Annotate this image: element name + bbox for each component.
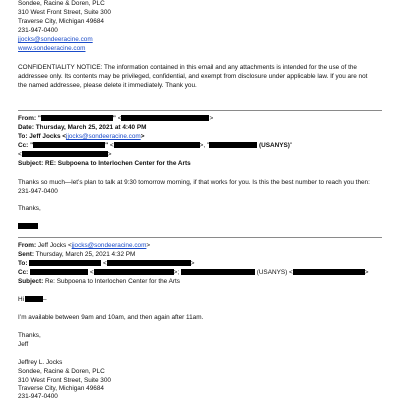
email2-to-label: To: — [18, 260, 28, 267]
sig2-name: Jeffrey L. Jocks — [18, 359, 63, 366]
email1-cc-row-2: < > — [18, 151, 112, 158]
sig2-firm: Sondee, Racine & Doren, PLC — [18, 368, 105, 375]
email1-subject-label: Subject: — [18, 160, 44, 167]
redaction — [114, 142, 200, 148]
email2-greeting-row: Hi – — [18, 296, 47, 303]
email1-to-email[interactable]: jjocks@sondeeracine.com — [66, 133, 141, 140]
email2-subject-label: Subject: — [18, 278, 44, 285]
email2-from-email[interactable]: jjocks@sondeeracine.com — [71, 242, 147, 249]
confidentiality-notice: CONFIDENTIALITY NOTICE: The information contained in this email and any attachments is intended for the use of the addressee only. Its contents may be privileged, confidential, and exempt from disclosure under applicable law. If you are not the named addressee, please delete it immediately. Thank you. — [18, 64, 368, 89]
email1-date: Thursday, March 25, 2021 at 4:40 PM — [35, 124, 147, 131]
redaction — [121, 115, 209, 121]
redaction — [18, 223, 38, 229]
redaction — [33, 142, 105, 148]
email2-closing-name: Jeff — [18, 341, 29, 348]
email2-closing: Thanks, — [18, 332, 41, 339]
email2-body: I’m available between 9am and 10am, and then again after 11am. — [18, 314, 204, 321]
email1-to-label: To: — [18, 133, 28, 140]
email1-signer — [18, 223, 38, 231]
redaction — [30, 269, 88, 275]
email1-subject: RE: Subpoena to Interlochen Center for the Arts — [45, 160, 191, 167]
redaction — [293, 269, 365, 275]
redaction — [107, 260, 191, 266]
redaction — [25, 296, 43, 302]
sig-phone: 231-947-0400 — [18, 27, 58, 34]
sig-firm: Sondee, Racine & Doren, PLC — [18, 0, 105, 7]
email2-sent-label: Sent: — [18, 251, 34, 258]
divider — [18, 237, 382, 238]
email1-date-label: Date: — [18, 124, 34, 131]
email2-subject: Re: Subpoena to Interlochen Center for the Arts — [45, 278, 180, 285]
sig-website-link[interactable]: www.sondeeracine.com — [18, 45, 86, 52]
sig2-city: Traverse City, Michigan 49684 — [18, 385, 104, 392]
email2-from-row: From: Jeff Jocks <jjocks@sondeeracine.com> — [18, 242, 151, 249]
email1-cc-label: Cc: — [18, 142, 29, 149]
redaction — [41, 115, 113, 121]
email1-subject-row — [18, 160, 191, 168]
email1-cc-row: Cc: " " < >, " (USANYS)" — [18, 142, 293, 149]
email2-from-name: Jeff Jocks — [37, 242, 67, 249]
email1-to-row: To: Jeff Jocks <jjocks@sondeeracine.com> — [18, 133, 145, 140]
redaction — [209, 142, 257, 148]
email2-to-row: To: < > — [18, 260, 195, 267]
email2-subject-row — [18, 278, 180, 286]
email1-from-label: From: — [18, 115, 37, 122]
sig-street: 310 West Front Street, Suite 300 — [18, 9, 111, 16]
sig2-street: 310 West Front Street, Suite 300 — [18, 377, 111, 384]
email1-date-row — [18, 124, 146, 132]
email1-to-name: Jeff Jocks — [29, 133, 61, 140]
sig2-phone: 231-947-0400 — [18, 393, 58, 400]
email1-closing: Thanks, — [18, 205, 41, 212]
redaction — [29, 260, 101, 266]
email1-cc-org: (USANYS) — [259, 142, 290, 149]
redaction — [181, 269, 255, 275]
email2-sent: Thursday, March 25, 2021 4:32 PM — [35, 251, 136, 258]
redaction — [94, 269, 174, 275]
email2-cc-row: Cc: < >; (USANYS) < > — [18, 269, 369, 276]
email1-from-row: From: " " < > — [18, 115, 214, 122]
email2-sent-row — [18, 251, 135, 259]
sig-city: Traverse City, Michigan 49684 — [18, 18, 104, 25]
email1-body: Thanks so much—let’s plan to talk at 9:30 tomorrow morning, if that works for you. Is this the best number to reach you then: 231-947-0400 — [18, 179, 370, 195]
divider — [18, 110, 382, 111]
email2-greeting: Hi — [18, 296, 25, 303]
redaction — [22, 151, 108, 157]
sig-email-link[interactable]: jjocks@sondeeracine.com — [18, 36, 93, 43]
email2-cc-org: (USANYS) — [256, 269, 288, 276]
email2-from-label: From: — [18, 242, 37, 249]
email2-cc-label: Cc: — [18, 269, 29, 276]
